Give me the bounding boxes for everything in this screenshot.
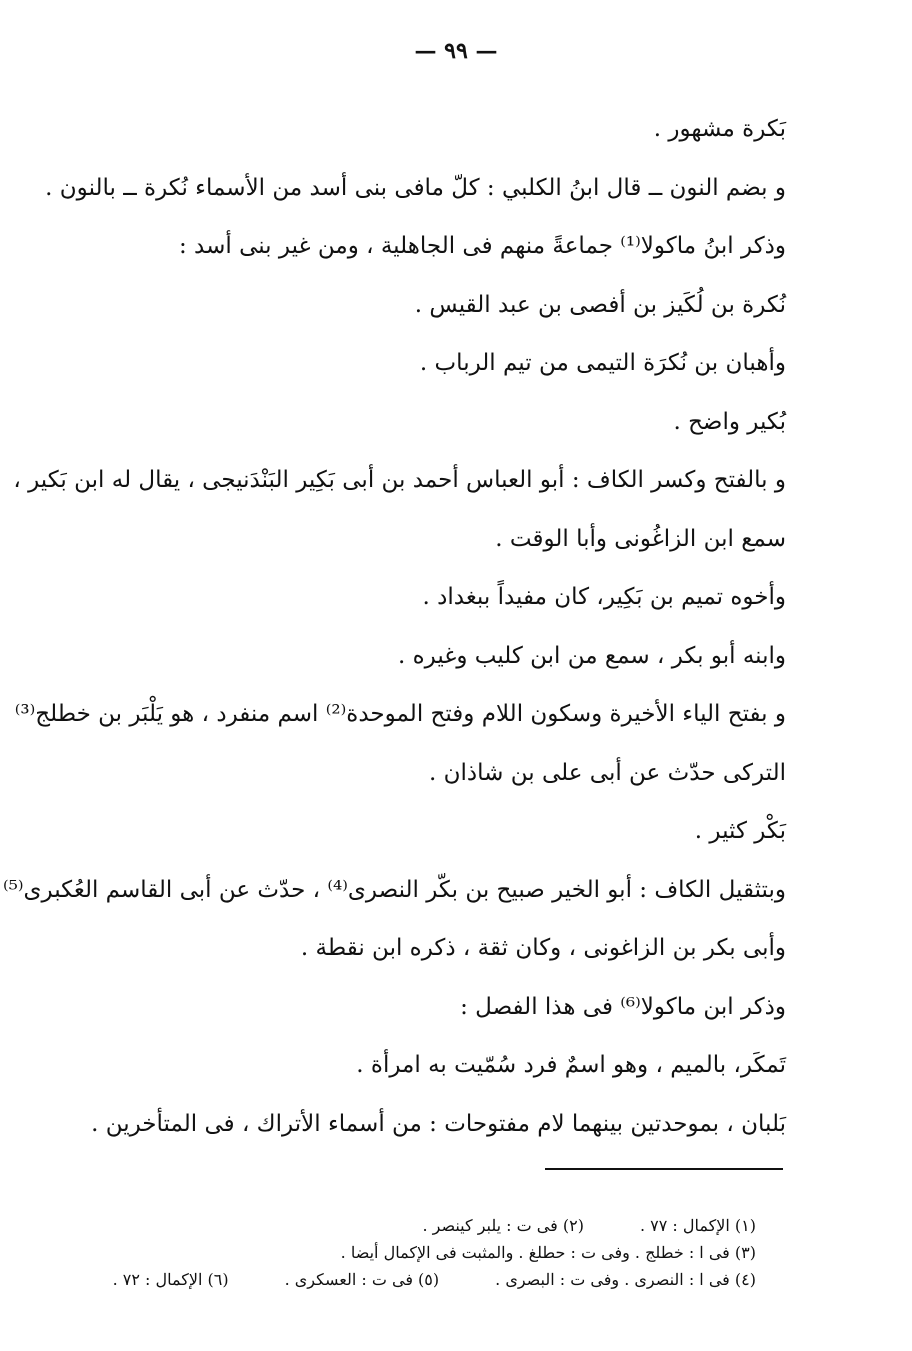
text-line: وذكر ابن ماكولا⁽⁶⁾ فى هذا الفصل : [460, 993, 786, 1020]
text-line: بَكْر كثير . [694, 818, 786, 844]
footnotes [80, 1212, 756, 1293]
text-line: وذكر ابنُ ماكولا⁽¹⁾ جماعةً منهم فى الجاهلية ، ومن غير بنى أسد : [178, 233, 786, 259]
footnote: (٢) فى ت : يلبر كينصر . [422, 1216, 584, 1235]
text-line: و بالفتح وكسر الكاف : أبو العباس أحمد بن أبى بَكِير البَنْدَنيجى ، يقال له ابن بَكير ، [13, 467, 786, 493]
text-line: وأبى بكر بن الزاغونى ، وكان ثقة ، ذكره ابن نقطة . [300, 935, 786, 961]
text-line: و بضم النون ــ قال ابنُ الكلبي : كلّ مافى بنى أسد من الأسماء نُكرة ــ بالنون . [45, 174, 786, 201]
footnote-row [80, 1266, 756, 1293]
text-line: وأهبان بن نُكرَة التيمى من تيم الرباب . [419, 350, 786, 376]
text-line: وأخوه تميم بن بَكِير، كان مفيداً ببغداد . [422, 584, 786, 610]
text-line: بَكرة مشهور . [653, 116, 786, 142]
text-line: التركى حدّث عن أبى على بن شاذان . [429, 759, 786, 786]
text-line: وابنه أبو بكر ، سمع من ابن كليب وغيره . [397, 642, 786, 669]
text-line: تَمكَر، بالميم ، وهو اسمٌ فرد سُمّيت به امرأة . [356, 1052, 786, 1078]
text-line: بُكير واضح . [673, 408, 786, 435]
footnote-row [80, 1212, 756, 1239]
footnote: (١) الإكمال : ٧٧ . [639, 1216, 756, 1235]
footnote: (٣) فى ا : خطلج . وفى ت : حطلغ . والمثبت فى الإكمال أيضا . [340, 1243, 756, 1262]
text-line: سمع ابن الزاغُونى وأبا الوقت . [495, 525, 786, 552]
footnote-row [80, 1239, 756, 1266]
footnote: (٤) فى ا : النصرى . وفى ت : البصرى . [495, 1270, 756, 1289]
page-number: — ٩٩ — [414, 38, 498, 64]
footnote: (٥) فى ت : العسكرى . [284, 1270, 440, 1289]
footnote-separator [545, 1168, 783, 1170]
text-line: نُكرة بن لُكَيز بن أفصى بن عبد القيس . [414, 291, 786, 318]
footnote: (٦) الإكمال : ٧٢ . [112, 1270, 229, 1289]
text-line: و بفتح الياء الأخيرة وسكون اللام وفتح الموحدة⁽²⁾ اسم منفرد ، هو يَلْبَر بن خطلج⁽³⁾ [14, 701, 786, 727]
text-line: بَلبان ، بموحدتين بينهما لام مفتوحات : من أسماء الأتراك ، فى المتأخرين . [91, 1110, 786, 1137]
main-text [2, 100, 786, 1153]
text-line: وبتثقيل الكاف : أبو الخير صبيح بن بكّر النصرى⁽⁴⁾ ، حدّث عن أبى القاسم العُكبرى⁽⁵⁾ [2, 876, 786, 903]
